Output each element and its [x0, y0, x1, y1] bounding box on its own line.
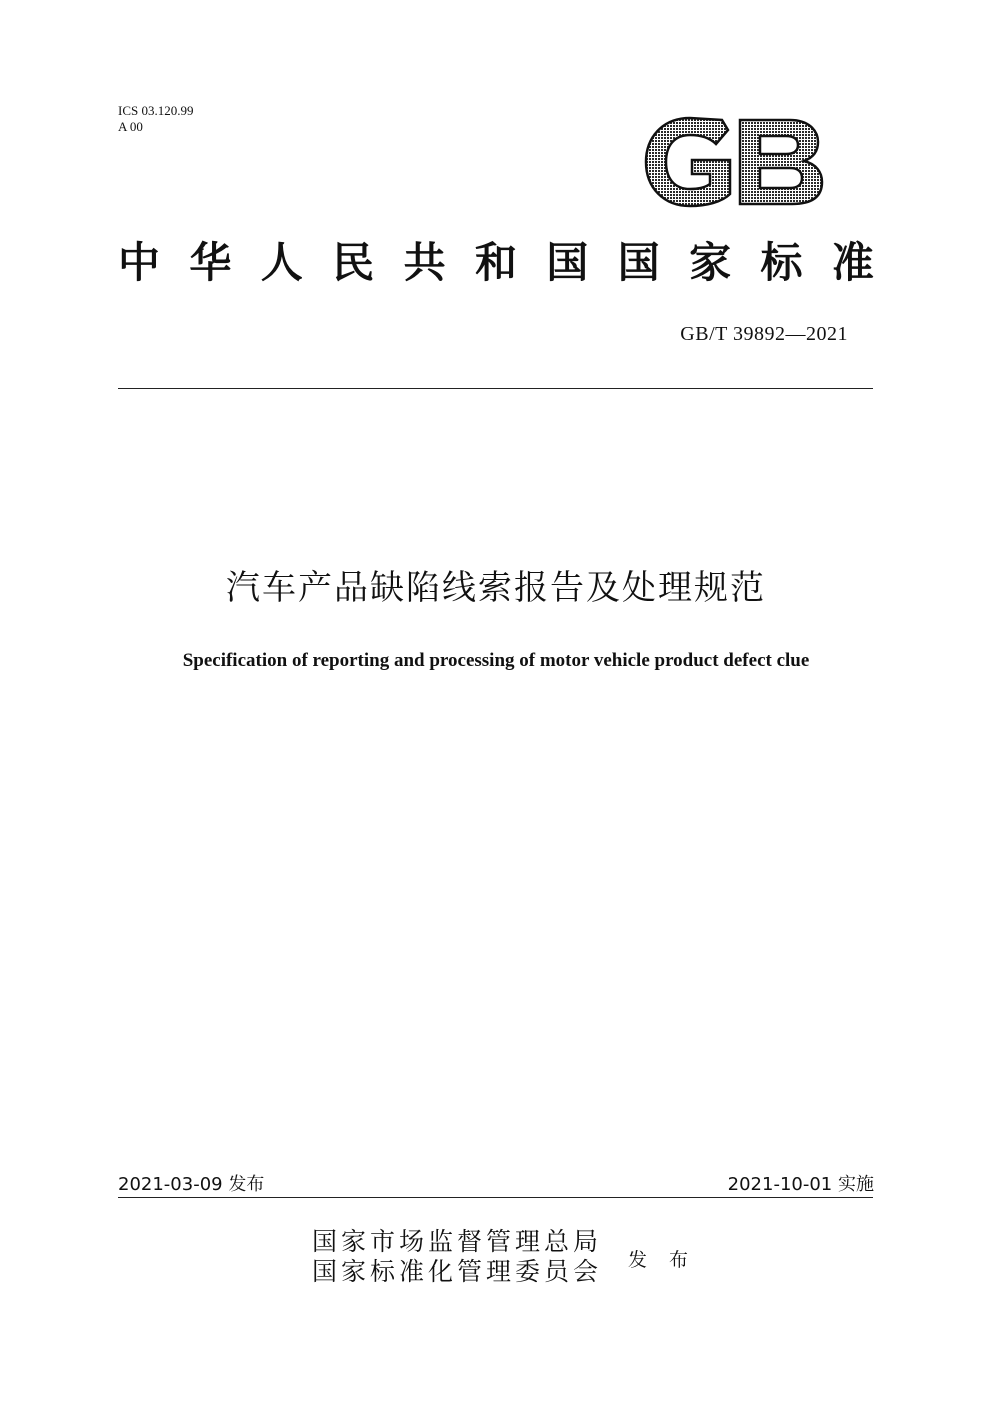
title-char: 共	[403, 238, 446, 287]
title-char: 准	[831, 238, 874, 287]
issue-date: 2021-03-09 发布	[118, 1174, 265, 1195]
ics-block	[118, 103, 193, 135]
document-title-en: Specification of reporting and processing of motor vehicle product defect clue	[182, 650, 810, 671]
title-char: 中	[118, 238, 161, 287]
top-divider	[118, 388, 873, 389]
title-char: 人	[260, 238, 303, 287]
title-char: 标	[760, 238, 803, 287]
ccs-code: A 00	[118, 119, 143, 134]
issuer-line: 国家市场监督管理总局	[312, 1227, 603, 1256]
gb-logo-graphic	[640, 116, 826, 208]
title-char: 民	[332, 238, 375, 287]
issuing-authorities	[312, 1227, 602, 1287]
title-char: 华	[189, 238, 232, 287]
ics-code: ICS 03.120.99	[118, 103, 194, 118]
issue-verb: 发 布	[628, 1249, 697, 1271]
title-char: 国	[617, 238, 660, 287]
bottom-divider	[118, 1197, 873, 1198]
standard-category-title	[118, 238, 874, 288]
title-char: 和	[474, 238, 517, 287]
gb-emblem-icon	[640, 116, 826, 208]
issuer-line: 国家标准化管理委员会	[312, 1257, 603, 1286]
document-title-cn: 汽车产品缺陷线索报告及处理规范	[226, 568, 766, 608]
standard-number: GB/T 39892—2021	[680, 323, 848, 345]
implementation-date: 2021-10-01 实施	[727, 1174, 874, 1195]
title-char: 国	[546, 238, 589, 287]
title-char: 家	[689, 238, 732, 287]
